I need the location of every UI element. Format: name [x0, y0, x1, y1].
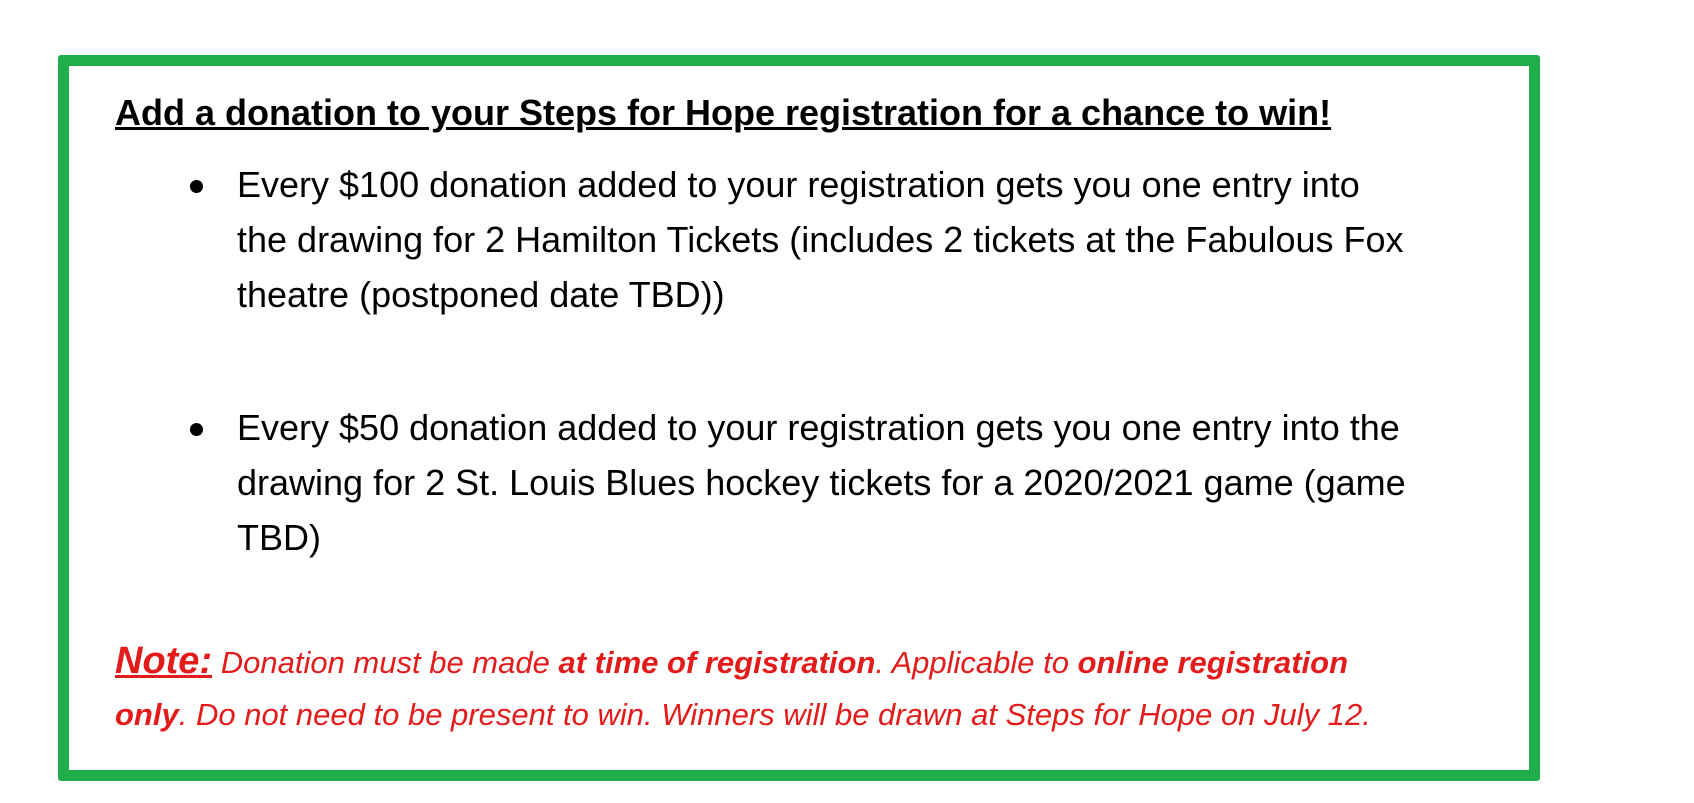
list-item-line: the drawing for 2 Hamilton Tickets (includes 2 tickets at the Fabulous Fox [237, 219, 1404, 260]
bullet-icon [190, 423, 203, 436]
note-emphasis: only [115, 697, 179, 732]
list-item-text [237, 400, 1577, 565]
note-line-2 [115, 689, 1371, 741]
bullet-icon [190, 180, 203, 193]
list-item-line: Every $50 donation added to your registration gets you one entry into the [237, 407, 1400, 448]
note-emphasis: at time of registration [558, 645, 876, 680]
list-item-line: Every $100 donation added to your registration gets you one entry into [237, 164, 1360, 205]
note-text: Donation must be made [212, 645, 559, 680]
note-text: . Do not need to be present to win. Winners will be drawn at Steps for Hope on July 12. [178, 697, 1371, 732]
note-text: . Applicable to [875, 645, 1078, 680]
note-label: Note: [115, 640, 213, 682]
list-item-line: drawing for 2 St. Louis Blues hockey tickets for a 2020/2021 game (game [237, 462, 1406, 503]
list-item-line: theatre (postponed date TBD)) [237, 274, 725, 315]
note-line-1 [115, 635, 1371, 689]
list-item-line: TBD) [237, 517, 321, 558]
note-emphasis: online registration [1077, 645, 1349, 680]
list-item-text [237, 157, 1577, 322]
page-title: Add a donation to your Steps for Hope registration for a chance to win! [115, 92, 1332, 133]
note-paragraph [115, 635, 1371, 741]
